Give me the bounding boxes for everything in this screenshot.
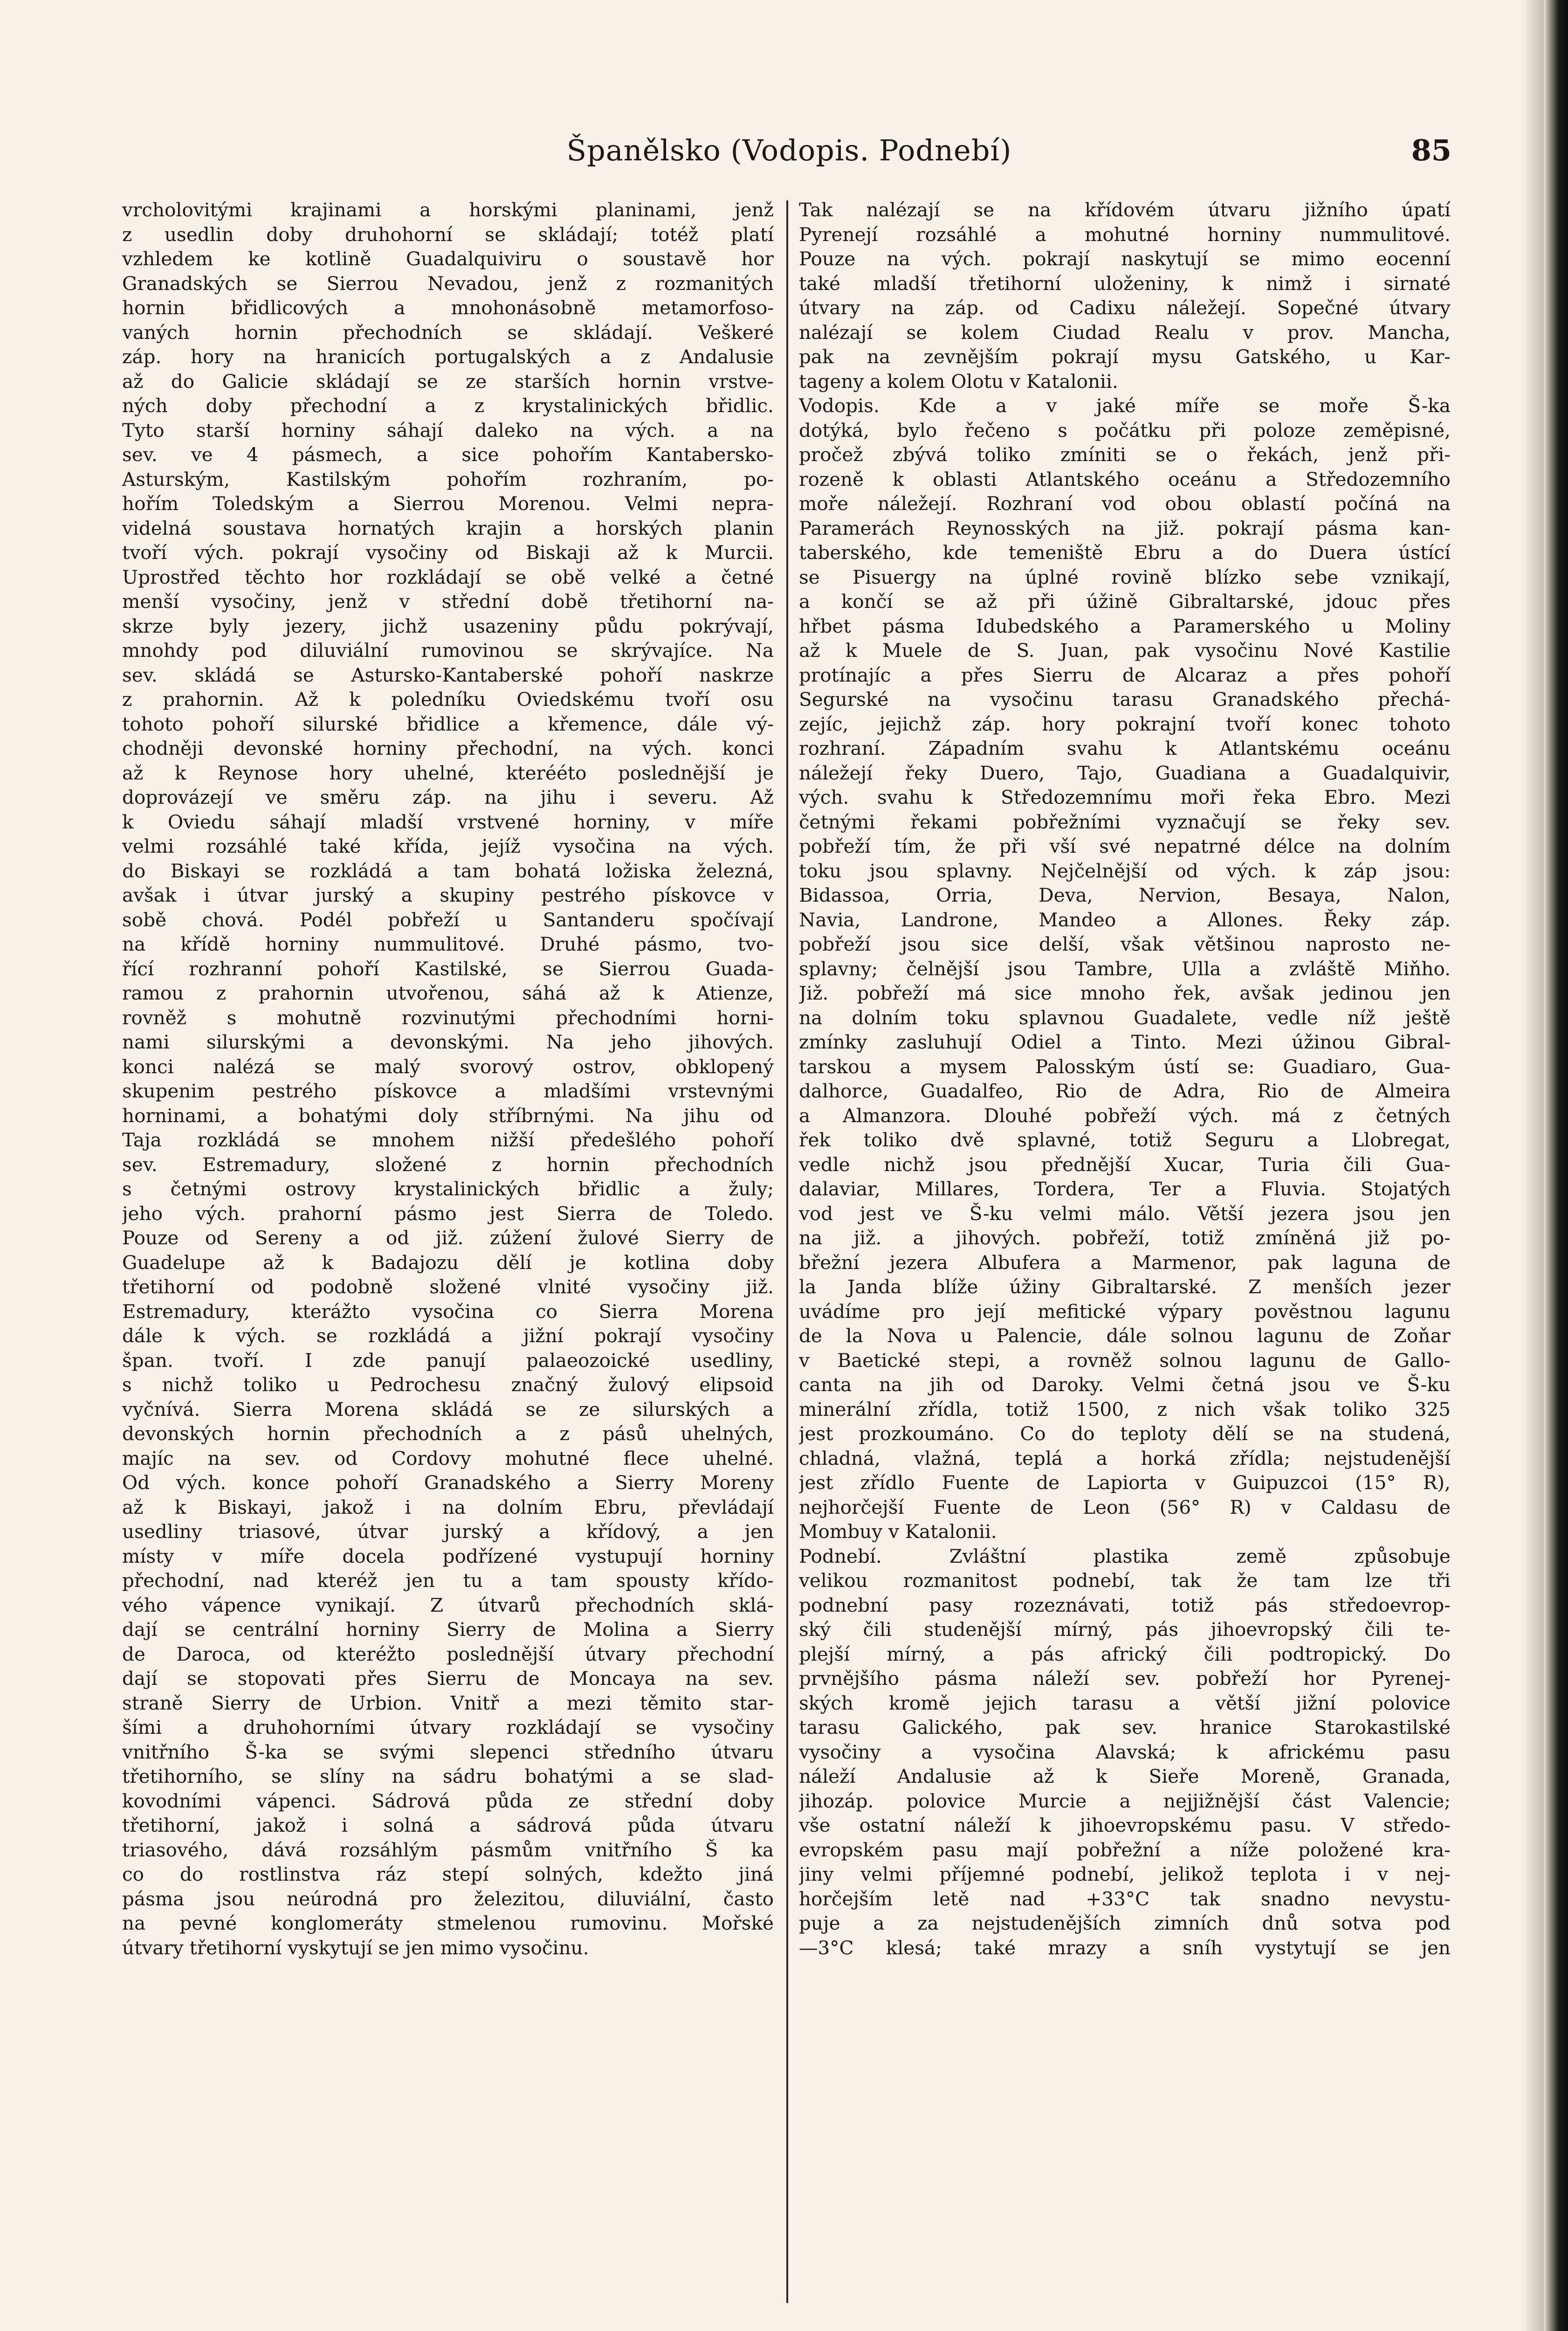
text-line: útvary na záp. od Cadixu náležejí. Sopečné útvary: [799, 297, 1451, 319]
text-line: taberského, kde temeniště Ebru a do Duera ústící: [799, 541, 1451, 564]
text-line: Tak nalézají se na křídovém útvaru jižního úpatí: [799, 199, 1451, 221]
text-line: jiny velmi příjemné podnebí, jelikož teplota i v nej-: [799, 1863, 1451, 1885]
text-line: devonských hornin přechodních a z pásů uhelných,: [122, 1422, 774, 1445]
page-header: [120, 133, 1458, 189]
text-line: ských kromě jejich tarasu a větší jižní polovice: [799, 1691, 1451, 1714]
text-line: konci nalézá se malý svorový ostrov, obklopený: [122, 1055, 774, 1078]
text-line: na pevné konglomeráty stmelenou rumovinu. Mořské: [122, 1912, 774, 1934]
text-line: toku jsou splavny. Nejčelnější od vých. k záp jsou:: [799, 859, 1451, 882]
text-line: de Daroca, od kteréžto poslednější útvary přechodní: [122, 1642, 774, 1665]
text-line: rozhraní. Západním svahu k Atlantskému oceánu: [799, 737, 1451, 759]
text-line: minerální zřídla, totiž 1500, z nich však toliko 325: [799, 1398, 1451, 1421]
text-line: menší vysočiny, jenž v střední době třetihorní na-: [122, 590, 774, 613]
text-line: sev. skládá se Astursko-Kantaberské pohoří naskrze: [122, 663, 774, 686]
text-line: Bidassoa, Orria, Deva, Nervion, Besaya, Nalon,: [799, 884, 1451, 906]
text-line: v Baetické stepi, a rovněž solnou lagunu de Gallo-: [799, 1349, 1451, 1372]
text-line: vysočiny a vysočina Alavská; k africkému pasu: [799, 1740, 1451, 1763]
text-line: Uprostřed těchto hor rozkládají se obě velké a četné: [122, 566, 774, 588]
text-line: záp. hory na hranicích portugalských a z Andalusie: [122, 345, 774, 368]
text-line: Již. pobřeží má sice mnoho řek, avšak jedinou jen: [799, 982, 1451, 1004]
text-line: tvoří vých. pokrají vysočiny od Biskaji až k Murcii.: [122, 541, 774, 564]
right-text-column: [799, 198, 1451, 2305]
text-line: canta na jih od Daroky. Velmi četná jsou ve Š-ku: [799, 1373, 1451, 1396]
text-line: břežní jezera Albufera a Marmenor, pak laguna de: [799, 1251, 1451, 1274]
text-line: tohoto pohoří silurské břidlice a křemence, dále vý-: [122, 712, 774, 735]
text-line: velmi rozsáhlé také křída, jejíž vysočina na vých.: [122, 835, 774, 857]
page-title: Španělsko (Vodopis. Podnebí): [566, 133, 1012, 167]
text-line: do Biskayi se rozkládá a tam bohatá ložiska železná,: [122, 859, 774, 882]
text-line: Navia, Landrone, Mandeo a Allones. Řeky záp.: [799, 908, 1451, 931]
text-line: plejší mírný, a pás africký čili podtropický. Do: [799, 1642, 1451, 1665]
text-line: Paramerách Reynosských na již. pokrají pásma kan-: [799, 517, 1451, 539]
text-line: splavny; čelnější jsou Tambre, Ulla a zvláště Miňho.: [799, 957, 1451, 980]
text-line: dále k vých. se rozkládá a jižní pokrají vysočiny: [122, 1324, 774, 1347]
text-line: Pouze od Sereny a od již. zúžení žulové Sierry de: [122, 1227, 774, 1249]
text-line: avšak i útvar jurský a skupiny pestrého pískovce v: [122, 884, 774, 906]
text-line: protínajíc a přes Sierru de Alcaraz a přes pohoří: [799, 663, 1451, 686]
text-line: Od vých. konce pohoří Granadského a Sierry Moreny: [122, 1471, 774, 1494]
text-line: mnohdy pod diluviální rumovinou se skrývajíce. Na: [122, 639, 774, 662]
text-line: až k Reynose hory uhelné, kterééto poslednější je: [122, 761, 774, 784]
text-line: rozeně k oblasti Atlantského oceánu a Středozemního: [799, 468, 1451, 490]
text-line: pak na zevnějším pokrají mysu Gatského, u Kar-: [799, 345, 1451, 368]
text-line: zmínky zasluhují Odiel a Tinto. Mezi úžinou Gibral-: [799, 1031, 1451, 1053]
text-line: doprovázejí ve směru záp. na jihu i severu. Až: [122, 786, 774, 808]
text-line: třetihorního, se slíny na sádru bohatými a se slad-: [122, 1765, 774, 1787]
text-line: nami silurskými a devonskými. Na jeho jihových.: [122, 1031, 774, 1053]
text-line: dají se stopovati přes Sierru de Moncaya na sev.: [122, 1667, 774, 1690]
left-text-column: [122, 198, 774, 2305]
text-line: dají se centrální horniny Sierry de Molina a Sierry: [122, 1618, 774, 1641]
text-line: řek toliko dvě splavné, totiž Seguru a Llobregat,: [799, 1129, 1451, 1151]
text-line: třetihorní, jakož i solná a sádrová půda útvaru: [122, 1814, 774, 1836]
text-line: nejhorčejší Fuente de Leon (56° R) v Caldasu de: [799, 1496, 1451, 1518]
text-line: vaných hornin přechodních se skládají. Veškeré: [122, 321, 774, 344]
text-line: pročež zbývá toliko zmíniti se o řekách, jenž při-: [799, 443, 1451, 466]
text-line: sev. Estremadury, složené z hornin přechodních: [122, 1153, 774, 1176]
text-line: uvádíme pro její mefitické výpary pověstnou lagunu: [799, 1300, 1451, 1323]
text-line: Guadelupe až k Badajozu dělí je kotlina doby: [122, 1251, 774, 1274]
text-line: Taja rozkládá se mnohem nižší předešlého pohoří: [122, 1129, 774, 1151]
text-line: Pouze na vých. pokrají naskytují se mimo eocenní: [799, 248, 1451, 270]
text-line: tageny a kolem Olotu v Katalonii.: [799, 370, 1118, 393]
text-line: také mladší třetihorní uloženiny, k nimž i sirnaté: [799, 272, 1451, 295]
text-line: Granadských se Sierrou Nevadou, jenž z rozmanitých: [122, 272, 774, 295]
text-line: —3°C klesá; také mrazy a sníh vystytují se jen: [799, 1936, 1451, 1959]
text-line: a Almanzora. Dlouhé pobřeží vých. má z četných: [799, 1104, 1451, 1127]
text-line: pásma jsou neúrodná pro železitou, diluviální, často: [122, 1887, 774, 1910]
text-line: a končí se až při úžině Gibraltarské, jdouc přes: [799, 590, 1451, 613]
text-line: vedle nichž jsou přednější Xucar, Turia čili Gua-: [799, 1153, 1451, 1176]
text-line: nalézají se kolem Ciudad Realu v prov. Mancha,: [799, 321, 1451, 344]
text-line: Tyto starší horniny sáhají daleko na vých. a na: [122, 419, 774, 441]
text-line: horčejším letě nad +33°C tak snadno nevystu-: [799, 1887, 1451, 1910]
text-line: hornin břidlicových a mnohonásobně metamorfoso-: [122, 297, 774, 319]
text-line: vrcholovitými krajinami a horskými planinami, jenž: [122, 199, 774, 221]
text-line: vod jest ve Š-ku velmi málo. Větší jezera jsou jen: [799, 1202, 1451, 1225]
text-line: dotýká, bylo řečeno s počátku při poloze zeměpisné,: [799, 419, 1451, 441]
text-line: kovodními vápenci. Sádrová půda ze střední doby: [122, 1789, 774, 1812]
text-line: náležejí řeky Duero, Tajo, Guadiana a Guadalquivir,: [799, 761, 1451, 784]
text-line: rovněž s mohutně rozvinutými přechodními horni-: [122, 1006, 774, 1029]
text-line: evropském pasu mají pobřežní a níže položené kra-: [799, 1838, 1451, 1861]
text-line: jeho vých. prahorní pásmo jest Sierra de Toledo.: [122, 1202, 774, 1225]
text-line: videlná soustava hornatých krajin a horských planin: [122, 517, 774, 539]
text-line: Pyrenejí rozsáhlé a mohutné horniny nummulitové.: [799, 223, 1451, 246]
text-line: moře náležejí. Rozhraní vod obou oblastí počíná na: [799, 492, 1451, 515]
scan-edge: [1544, 0, 1568, 2331]
text-line: šími a druhohorními útvary rozkládají se vysočiny: [122, 1716, 774, 1738]
text-line: Asturským, Kastilským pohořím rozhraním, po-: [122, 468, 774, 490]
text-line: jest prozkoumáno. Co do teploty dělí se na studená,: [799, 1422, 1451, 1445]
text-line: útvary třetihorní vyskytují se jen mimo vysočinu.: [122, 1936, 589, 1959]
text-line: až k Biskayi, jakož i na dolním Ebru, převládají: [122, 1496, 774, 1518]
text-line: ský čili studenější mírný, pás jihoevropský čili te-: [799, 1618, 1451, 1641]
text-line: horninami, a bohatými doly stříbrnými. Na jihu od: [122, 1104, 774, 1127]
text-line: velikou rozmanitost podnebí, tak že tam lze tři: [799, 1569, 1451, 1592]
scan-shadow: [1522, 0, 1544, 2331]
text-line: Podnebí. Zvláštní plastika země způsobuje: [799, 1545, 1451, 1567]
text-line: tarasu Galického, pak sev. hranice Starokastilské: [799, 1716, 1451, 1738]
text-line: s četnými ostrovy krystalinických břidlic a žuly;: [122, 1178, 774, 1200]
text-line: pobřeží tím, že při vší své nepatrné délce na dolním: [799, 835, 1451, 857]
text-line: Estremadury, kterážto vysočina co Sierra Morena: [122, 1300, 774, 1323]
text-line: vyčnívá. Sierra Morena skládá se ze silurských a: [122, 1398, 774, 1421]
text-line: místy v míře docela podřízené vystupují horniny: [122, 1545, 774, 1567]
text-line: ramou z prahornin utvořenou, sáhá až k Atienze,: [122, 982, 774, 1004]
text-line: vzhledem ke kotlině Guadalquiviru o soustavě hor: [122, 248, 774, 270]
text-line: chladná, vlažná, teplá a horká zřídla; nejstudenější: [799, 1447, 1451, 1469]
text-line: na již. a jihových. pobřeží, totiž zmíněná již po-: [799, 1227, 1451, 1249]
text-line: přechodní, nad kteréž jen tu a tam spousty křído-: [122, 1569, 774, 1592]
text-line: usedliny triasové, útvar jurský a křídový, a jen: [122, 1520, 774, 1543]
text-line: až k Muele de S. Juan, pak vysočinu Nové Kastilie: [799, 639, 1451, 662]
text-line: třetihorní od podobně složené vlnité vysočiny již.: [122, 1276, 774, 1298]
text-line: k Oviedu sáhají mladší vrstvené horniny, v míře: [122, 810, 774, 833]
text-line: prvnějšího pásma náleží sev. pobřeží hor Pyrenej-: [799, 1667, 1451, 1690]
text-line: z usedlin doby druhohorní se skládají; totéž platí: [122, 223, 774, 246]
text-line: puje a za nejstudenějších zimních dnů sotva pod: [799, 1912, 1451, 1934]
text-line: dalaviar, Millares, Tordera, Ter a Fluvia. Stojatých: [799, 1178, 1451, 1200]
page-number: 85: [1411, 133, 1451, 167]
text-line: hořím Toledským a Sierrou Morenou. Velmi nepra-: [122, 492, 774, 515]
text-line: Segurské na vysočinu tarasu Granadského přechá-: [799, 688, 1451, 710]
text-line: až do Galicie skládají se ze starších hornin vrstve-: [122, 370, 774, 393]
text-line: de la Nova u Palencie, dále solnou lagunu de Zoňar: [799, 1324, 1451, 1347]
text-line: co do rostlinstva ráz stepí solných, kdežto jiná: [122, 1863, 774, 1885]
text-line: vše ostatní náleží k jihoevropskému pasu. V středo-: [799, 1814, 1451, 1836]
text-line: dalhorce, Guadalfeo, Rio de Adra, Rio de Almeira: [799, 1080, 1451, 1102]
text-line: skrze byly jezery, jichž usazeniny půdu pokrývají,: [122, 614, 774, 637]
text-line: jihozáp. polovice Murcie a nejjižnější část Valencie;: [799, 1789, 1451, 1812]
text-line: sobě chová. Podél pobřeží u Santanderu spočívají: [122, 908, 774, 931]
text-line: hřbet pásma Idubedského a Paramerského u Moliny: [799, 614, 1451, 637]
text-line: tarskou a mysem Palosským ústí se: Guadiaro, Gua-: [799, 1055, 1451, 1078]
text-line: sev. ve 4 pásmech, a sice pohořím Kantabersko-: [122, 443, 774, 466]
column-divider: [786, 200, 788, 2303]
text-line: na křídě horniny nummulitové. Druhé pásmo, tvo-: [122, 933, 774, 955]
text-line: s nichž toliko u Pedrochesu značný žulový elipsoid: [122, 1373, 774, 1396]
text-line: triasového, dává rozsáhlým pásmům vnitřního Š ka: [122, 1838, 774, 1861]
text-line: majíc na sev. od Cordovy mohutné flece uhelné.: [122, 1447, 774, 1469]
text-line: špan. tvoří. I zde panují palaeozoické usedliny,: [122, 1349, 774, 1372]
text-line: četnými řekami pobřežními vyznačují se řeky sev.: [799, 810, 1451, 833]
text-line: pobřeží jsou sice delší, však většinou naprosto ne-: [799, 933, 1451, 955]
text-line: se Pisuergy na úplné rovině blízko sebe vznikají,: [799, 566, 1451, 588]
text-line: vého vápence vynikají. Z útvarů přechodních sklá-: [122, 1593, 774, 1616]
text-line: zejíc, jejichž záp. hory pokrajní tvoří konec tohoto: [799, 712, 1451, 735]
text-line: skupenim pestrého pískovce a mladšími vrstevnými: [122, 1080, 774, 1102]
text-line: řící rozhranní pohoří Kastilské, se Sierrou Guada-: [122, 957, 774, 980]
text-line: náleží Andalusie až k Sieře Moreně, Granada,: [799, 1765, 1451, 1787]
text-line: la Janda blíže úžiny Gibraltarské. Z menších jezer: [799, 1276, 1451, 1298]
text-line: vnitřního Š-ka se svými slepenci středního útvaru: [122, 1740, 774, 1763]
text-line: chodněji devonské horniny přechodní, na vých. konci: [122, 737, 774, 759]
text-line: vých. svahu k Středozemnímu moři řeka Ebro. Mezi: [799, 786, 1451, 808]
text-line: na dolním toku splavnou Guadalete, vedle níž ještě: [799, 1006, 1451, 1029]
text-line: podnební pasy rozeznávati, totiž pás středoevrop-: [799, 1593, 1451, 1616]
text-line: straně Sierry de Urbion. Vnitř a mezi těmito star-: [122, 1691, 774, 1714]
text-line: Mombuy v Katalonii.: [799, 1520, 997, 1543]
text-line: ných doby přechodní a z krystalinických břidlic.: [122, 394, 774, 417]
text-line: jest zřídlo Fuente de Lapiorta v Guipuzcoi (15° R),: [799, 1471, 1451, 1494]
text-line: z prahornin. Až k poledníku Oviedskému tvoří osu: [122, 688, 774, 710]
text-line: Vodopis. Kde a v jaké míře se moře Š-ka: [799, 394, 1451, 417]
